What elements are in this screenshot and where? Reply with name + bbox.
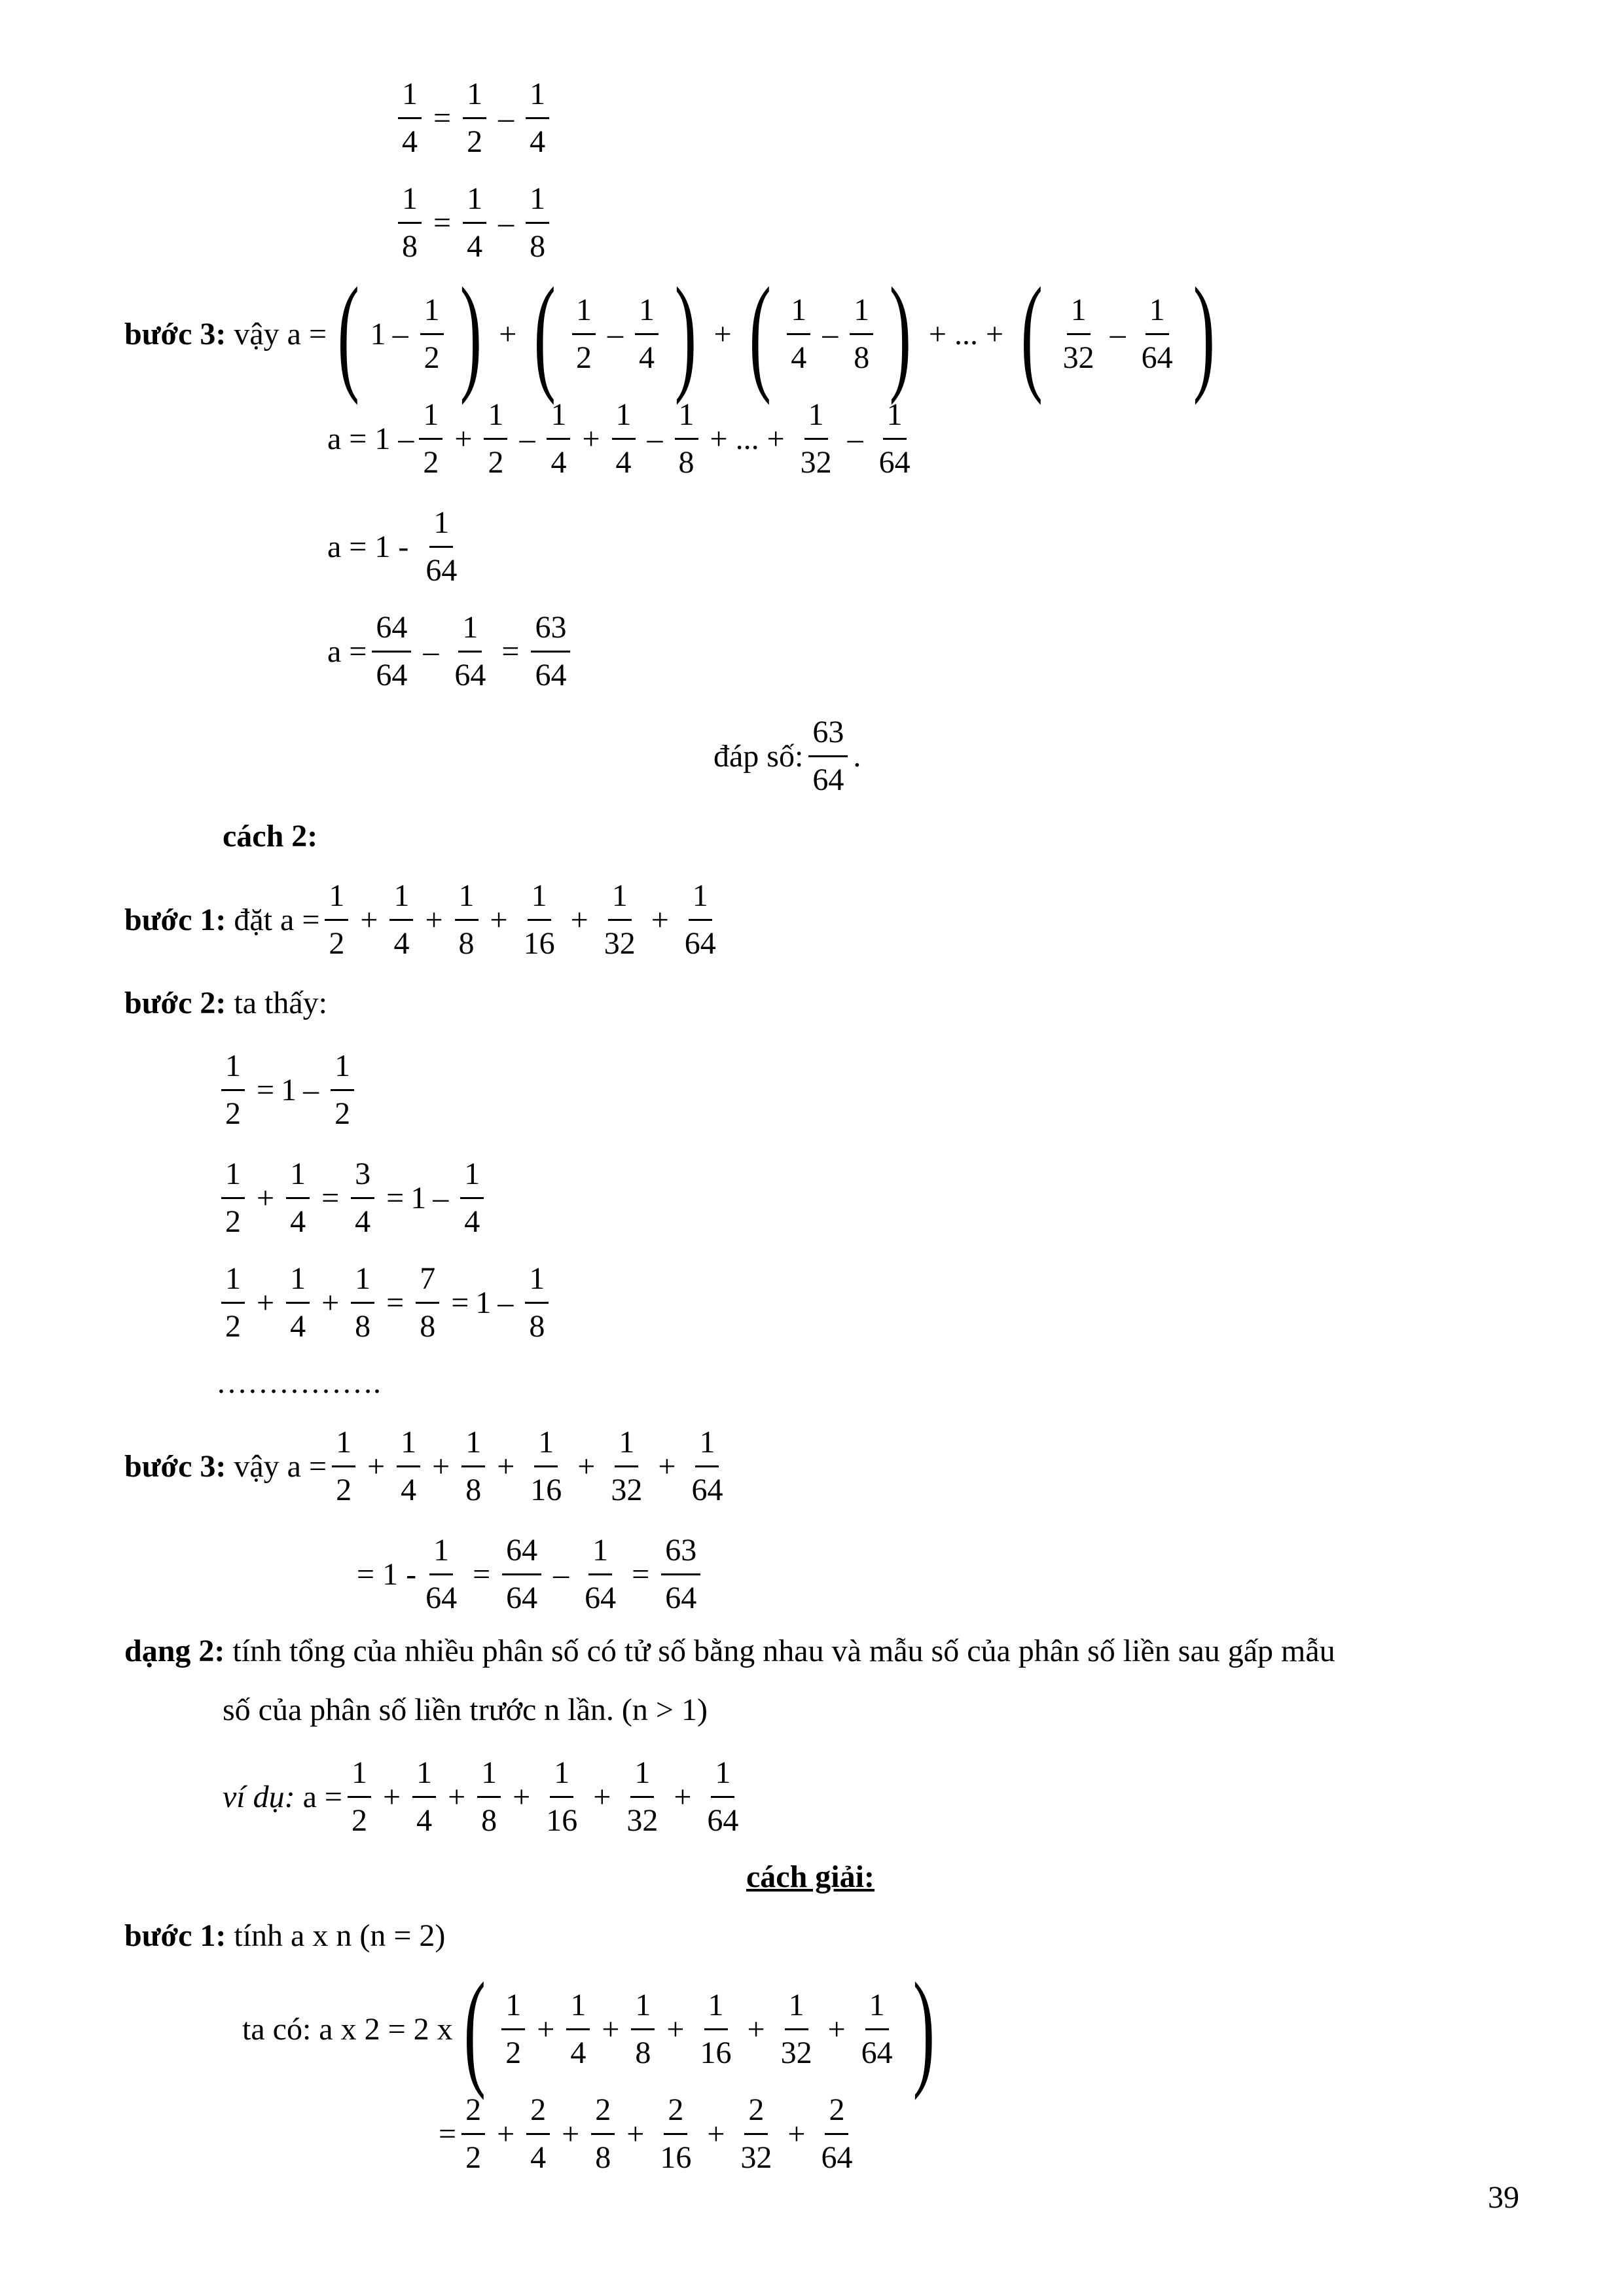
equation-quarter: $\frac{1}{4}$ = $\frac{1}{2}$ – 1 4	[393, 75, 554, 160]
method2-title: cách 2:	[223, 819, 318, 853]
method2-step1: bước 1: đặt a = $\frac{1}{2}$ + $\frac{1}{4}$ + $\frac{1}{8}$ + $\frac{1}{16}$ + $\frac{1}{32}$ + $\frac{1}{64}$	[124, 878, 716, 961]
solution-line2: = $\frac{2}{2}$ + $\frac{2}{4}$ + $\frac{2}{8}$ + $\frac{2}{16}$ + $\frac{2}{32}$ + $\frac{2}{64}$	[439, 2092, 853, 2175]
page-number: 39	[1488, 2180, 1519, 2215]
solution-title: cách giải:	[746, 1859, 875, 1894]
type2-heading: dạng 2: tính tổng của nhiều phân số có tử số bằng nhau và mẫu số của phân số liền sau gấp mẫu	[124, 1634, 1335, 1668]
type2-heading-cont: số của phân số liền trước n lần. (n > 1)	[223, 1693, 708, 1727]
method2-final: = 1 - $\frac{1}{64}$ = $\frac{64}{64}$ – $\frac{1}{64}$ = $\frac{63}{64}$	[357, 1532, 706, 1617]
answer: đáp số: 63 64 .	[713, 715, 861, 797]
seen-row-1: $\frac{1}{2}$ = 1 – 1 2	[216, 1047, 359, 1132]
method1-expanded: a = 1 – 1 2 + $\frac{1}{2}$ – 1 4 + $\frac{1}{4}$ – 1 8 + ... + $\frac{1}{32}$ – 1 64	[327, 397, 911, 480]
type2-example: ví dụ: a = $\frac{1}{2}$ + $\frac{1}{4}$ + $\frac{1}{8}$ + $\frac{1}{16}$ + $\frac{1}{32}$ + $\frac{1}{64}$	[223, 1755, 739, 1838]
solution-step1: bước 1: tính a x n (n = 2)	[124, 1918, 446, 1953]
method2-step3: bước 3: vậy a = $\frac{1}{2}$ + $\frac{1}{4}$ + $\frac{1}{8}$ + $\frac{1}{16}$ + $\frac{1}{32}$ + $\frac{1}{64}$	[124, 1425, 723, 1507]
method1-step3: bước 3: vậy a = ( 1 – 1 2 ) + ( 1 2 – 1 4 ) + ( 1 4 – 1 8 ) + ... + ( 1 32 – 1 64 )	[124, 261, 1215, 406]
method1-simplified: a = 1 - 1 64	[327, 505, 458, 588]
method1-result: a = $\frac{64}{64}$ – $\frac{1}{64}$ = $\frac{63}{64}$	[327, 609, 575, 694]
seen-row-2: 1 2 + $\frac{1}{4}$ = $\frac{3}{4}$ = 1 – 1 4	[216, 1155, 489, 1240]
seen-row-3: 1 2 + $\frac{1}{4}$ + $\frac{1}{8}$ = $\frac{7}{8}$ = 1 – 1 8	[216, 1260, 554, 1345]
solution-line1: ta có: a x 2 = 2 x ( 1 2 + $\frac{1}{4}$ + $\frac{1}{8}$ + $\frac{1}{16}$ + $\frac{1}{32}$ + $\frac{1}{64}$ )	[242, 1956, 935, 2101]
equation-eighth: $\frac{1}{8}$ = $\frac{1}{4}$ – 1 8	[393, 180, 554, 265]
method2-step2: bước 2: ta thấy:	[124, 986, 327, 1020]
ellipsis-row: …………….	[216, 1365, 381, 1400]
step-label: bước 3:	[124, 316, 226, 351]
